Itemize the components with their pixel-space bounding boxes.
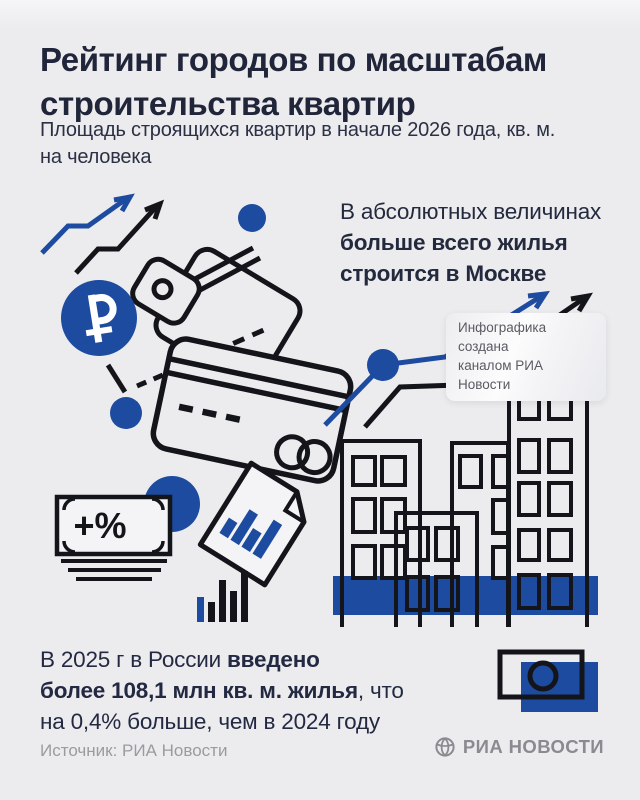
banknote-label: +% bbox=[73, 505, 127, 546]
badge-line-1: Инфографика создана bbox=[458, 320, 547, 354]
blue-dot-small-icon bbox=[110, 397, 142, 429]
connector-line bbox=[108, 365, 125, 392]
highlight-text bbox=[340, 196, 630, 289]
ruble-coin-icon bbox=[61, 280, 137, 356]
bar-chart-icon bbox=[197, 571, 248, 622]
footnote bbox=[40, 644, 460, 737]
footnote-text: В 2025 г в России bbox=[40, 647, 228, 672]
footnote-bold: введено bbox=[227, 647, 320, 672]
footnote-bold: более 108,1 млн кв. м. жилья bbox=[40, 678, 358, 703]
highlight-line-2: больше всего жилья bbox=[340, 230, 568, 255]
globe-icon bbox=[434, 736, 456, 758]
highlight-line-3: строится в Москве bbox=[340, 261, 547, 286]
trend-arrow-blue-icon bbox=[42, 197, 130, 253]
page-title bbox=[40, 38, 610, 126]
page-subtitle bbox=[40, 117, 580, 171]
footnote-line-3: на 0,4% больше, чем в 2024 году bbox=[40, 709, 380, 734]
blue-dot-icon bbox=[238, 204, 266, 232]
growth-node-dot bbox=[367, 349, 399, 381]
banknote-icon bbox=[57, 476, 200, 579]
source-label: Источник: РИА Новости bbox=[40, 741, 228, 760]
footnote-line-1 bbox=[40, 644, 460, 675]
money-transfer-icon bbox=[500, 652, 598, 712]
ria-novosti-logo bbox=[434, 736, 604, 758]
footnote-text: , что bbox=[357, 678, 404, 703]
subtitle-line-1: Площадь строящихся квартир в начале 2026 года, кв. м. bbox=[40, 119, 556, 141]
logo-text: РИА НОВОСТИ bbox=[462, 736, 604, 757]
title-line-2: строительства квартир bbox=[40, 85, 416, 122]
subtitle-line-2: на человека bbox=[40, 146, 152, 168]
title-line-1: Рейтинг городов по масштабам bbox=[40, 41, 547, 78]
badge-line-2: каналом РИА Новости bbox=[458, 358, 543, 392]
highlight-line-1: В абсолютных величинах bbox=[340, 199, 602, 224]
credit-badge bbox=[446, 313, 606, 401]
document-chart-icon bbox=[200, 463, 315, 585]
footnote-line-2 bbox=[40, 675, 460, 706]
